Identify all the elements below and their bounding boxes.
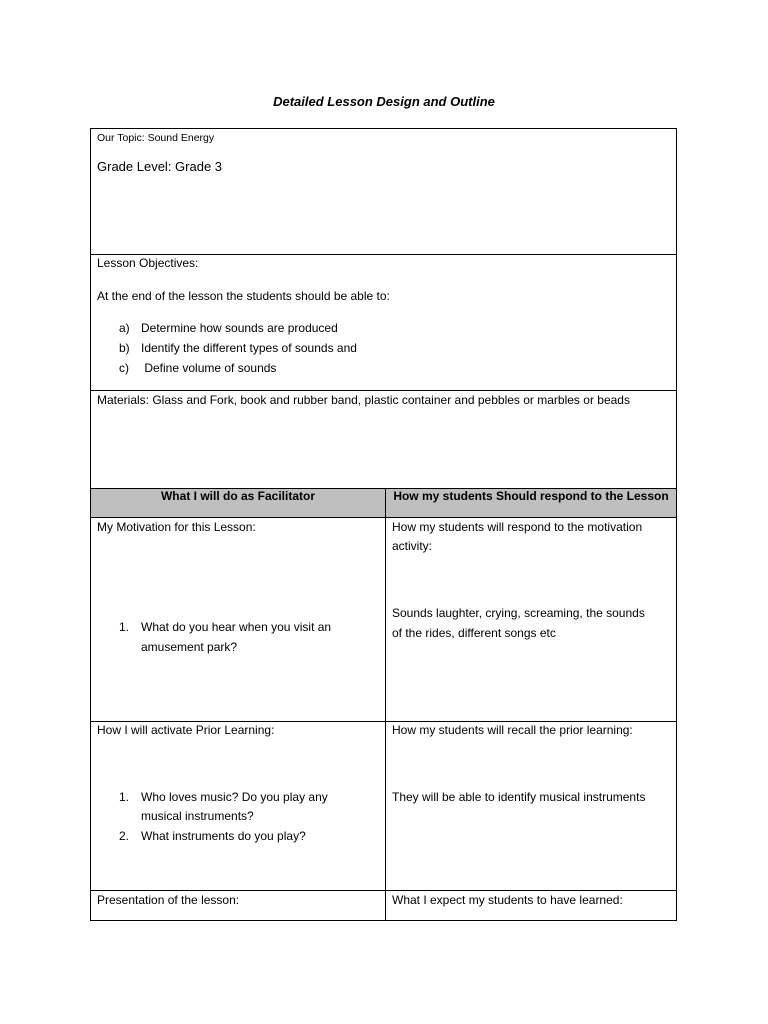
objective-text: Determine how sounds are produced — [141, 321, 338, 335]
prior-question — [119, 787, 328, 807]
question-line: musical instruments? — [141, 809, 254, 823]
objective-marker: a) — [119, 321, 130, 335]
prior-learning-heading: How I will activate Prior Learning: — [97, 723, 275, 737]
objective-marker: b) — [119, 341, 130, 355]
question-line: Who loves music? Do you play any — [141, 790, 328, 804]
objective-item — [119, 338, 357, 358]
objective-text: Identify the different types of sounds and — [141, 341, 357, 355]
prior-response-heading: How my students will recall the prior learning: — [392, 723, 633, 737]
objectives-heading: Lesson Objectives: — [97, 256, 199, 270]
objective-marker: c) — [119, 361, 129, 375]
question-marker: 1. — [119, 620, 130, 634]
motivation-heading: My Motivation for this Lesson: — [97, 520, 256, 534]
objectives-intro: At the end of the lesson the students should be able to: — [97, 289, 390, 303]
grade-level: Grade Level: Grade 3 — [97, 159, 223, 174]
motivation-question — [119, 617, 331, 637]
question-line: amusement park? — [141, 640, 238, 654]
materials-text: Materials: Glass and Fork, book and rubber band, plastic container and pebbles or marbles or beads — [97, 393, 630, 407]
prior-question — [119, 826, 306, 846]
question-marker: 1. — [119, 790, 130, 804]
presentation-heading: Presentation of the lesson: — [97, 893, 240, 907]
topic-label: Our Topic: Sound Energy — [97, 132, 215, 144]
column-header-students: How my students Should respond to the Lesson — [393, 489, 669, 503]
motivation-response: Sounds laughter, crying, screaming, the sounds — [392, 606, 645, 620]
lesson-plan-table — [90, 128, 677, 921]
document-title: Detailed Lesson Design and Outline — [273, 94, 495, 109]
motivation-response-heading-cont: activity: — [392, 539, 433, 553]
prior-response: They will be able to identify musical instruments — [392, 790, 646, 804]
question-line: What do you hear when you visit an — [141, 620, 332, 634]
question-marker: 2. — [119, 829, 130, 843]
column-divider — [385, 488, 386, 921]
objective-item — [119, 318, 338, 338]
motivation-response-cont: of the rides, different songs etc — [392, 626, 556, 640]
column-header-facilitator: What I will do as Facilitator — [160, 489, 316, 503]
objective-item — [119, 358, 276, 378]
expected-learning-heading: What I expect my students to have learned: — [392, 893, 623, 907]
motivation-response-heading: How my students will respond to the motivation — [392, 520, 643, 534]
objective-text: Define volume of sounds — [141, 361, 277, 375]
question-line: What instruments do you play? — [141, 829, 306, 843]
